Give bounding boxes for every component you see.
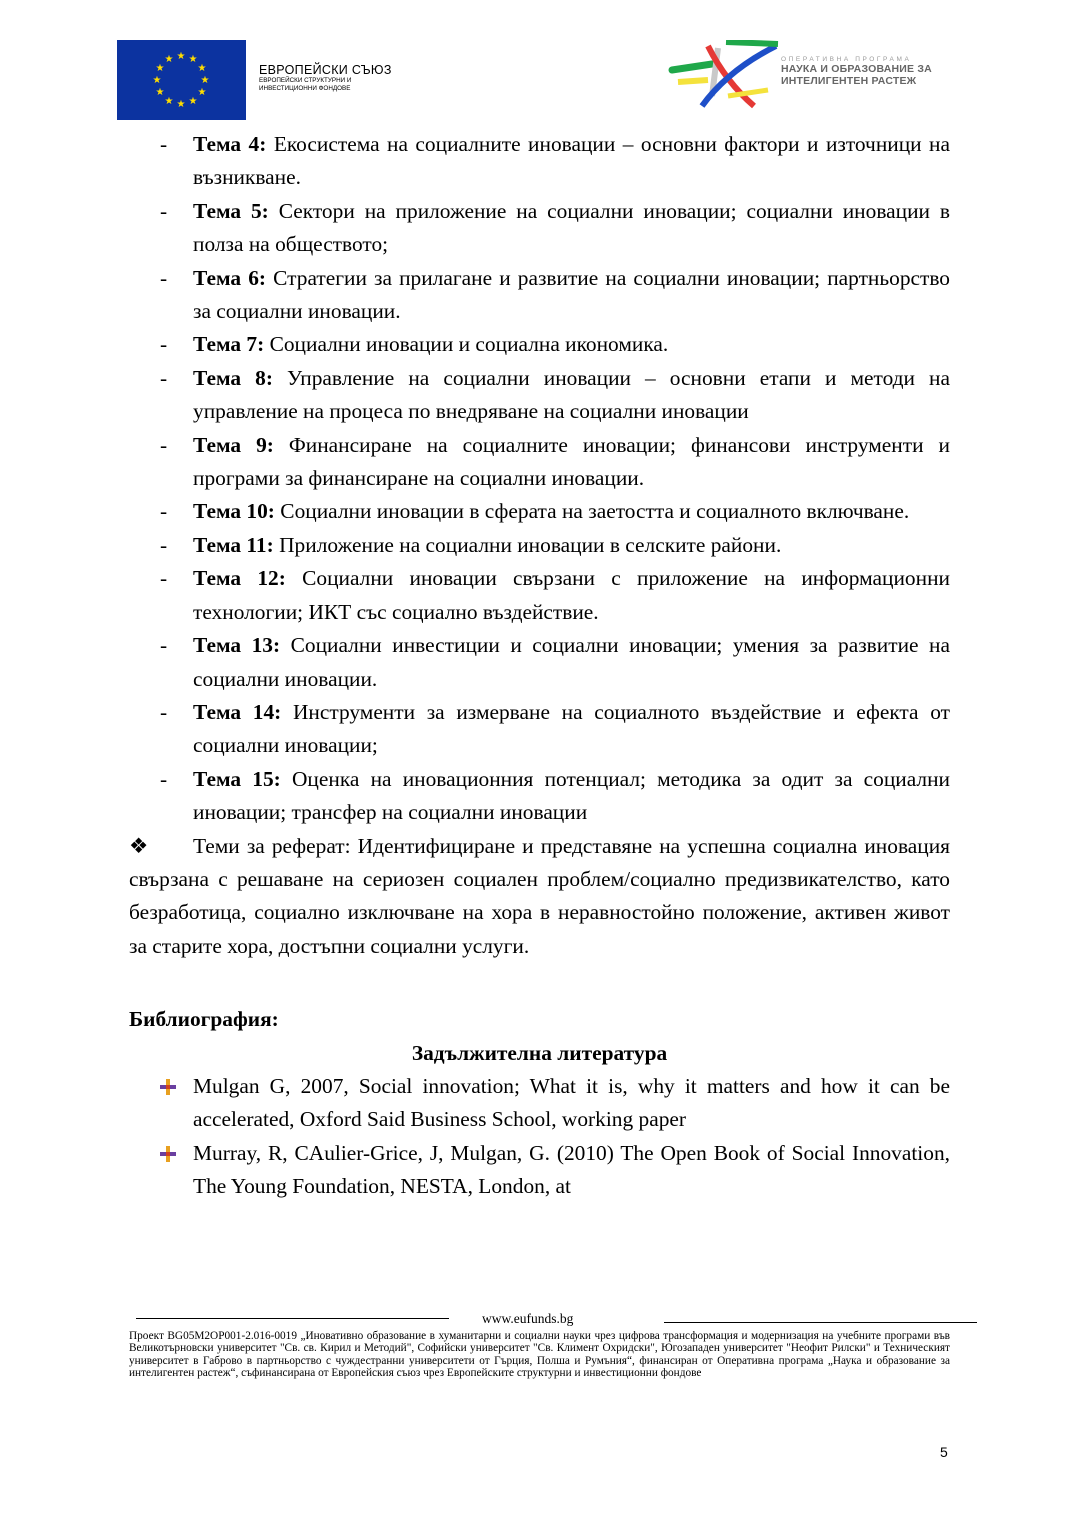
list-item	[129, 362, 950, 429]
bibliography-text: Murray, R, CAulier-Grice, J, Mulgan, G. (2010) The Open Book of Social Innovation, The Young Foundation, NESTA, London, at	[193, 1140, 950, 1199]
op-title-line-1: НАУКА И ОБРАЗОВАНИЕ ЗА	[781, 63, 932, 75]
footer-project-text: Проект BG05M2OP001-2.016-0019 „Иновативно образование в хуманитарни и социални науки чрез цифрова трансформация и модернизация на учебните програми във Великотърновски университет "Св. св. Кирил и Методий", Софийски университет "Св. Климент Охридски", Югозападен университет "Неофит Рилски" и Техническият университет в Габрово в партньорство с чуждестранни университети от Гърция, Полша и Румъния“, финансиран от Оперативна програма „Наука и образование за интелигентен растеж“, съфинансирана от Европейския съюз чрез Европейските структурни и инвестиционни фондове	[129, 1330, 950, 1379]
list-item	[129, 429, 950, 496]
list-item	[129, 495, 950, 528]
eu-stars-icon	[117, 40, 246, 120]
bibliography-heading: Библиография:	[129, 1007, 279, 1032]
svg-text:★: ★	[152, 75, 162, 86]
svg-text:★: ★	[200, 75, 210, 86]
svg-text:★: ★	[164, 54, 174, 65]
eu-flag-logo	[117, 40, 246, 120]
footer-divider-right	[664, 1322, 977, 1323]
list-item	[129, 128, 950, 195]
dash-marker: -	[160, 766, 168, 791]
list-item	[129, 195, 950, 262]
topic-label: Тема 15:	[193, 766, 281, 791]
list-item	[129, 562, 950, 629]
dash-marker: -	[160, 499, 168, 524]
svg-text:★: ★	[188, 54, 198, 65]
topic-text: Оценка на иновационния потенциал; методика за одит за социални иновации; трансфер на социални иновации	[193, 766, 950, 825]
dash-marker: -	[160, 532, 168, 557]
op-subtitle: ОПЕРАТИВНА ПРОГРАМА	[781, 56, 912, 63]
svg-text:★: ★	[188, 96, 198, 107]
topic-text: Екосистема на социалните иновации – основни фактори и източници на възникване.	[193, 132, 951, 190]
svg-text:★: ★	[155, 63, 165, 74]
topic-label: Тема 5:	[193, 198, 269, 223]
eu-logo-text	[259, 63, 392, 92]
topic-label: Тема 7:	[193, 332, 265, 357]
op-science-logo-icon	[668, 40, 788, 110]
dash-marker: -	[160, 566, 168, 591]
svg-text:★: ★	[155, 87, 165, 98]
topic-text: Приложение на социални иновации в селските райони.	[279, 532, 782, 557]
op-title-line-2: ИНТЕЛИГЕНТЕН РАСТЕЖ	[781, 74, 917, 87]
list-item	[129, 763, 950, 830]
plus-bullet-icon	[159, 1145, 177, 1163]
list-item	[129, 262, 950, 329]
topic-label: Тема 11:	[193, 532, 274, 557]
list-item	[129, 629, 950, 696]
topic-text: Социални иновации и социална икономика.	[269, 332, 669, 357]
topic-label: Тема 8:	[193, 365, 273, 390]
dash-marker: -	[160, 365, 168, 390]
diamond-bullet-icon: ❖	[129, 833, 149, 858]
dash-marker: -	[160, 132, 168, 156]
referat-text: Теми за реферат: Идентифициране и представяне на успешна социална иновация свързана с решаване на сериозен социален проблем/социално предизвикателство, като безработица, социално изключване на хора в неравностойно положение, активен живот за старите хора, достъпни социални услуги.	[129, 833, 950, 958]
bibliography-text: Mulgan G, 2007, Social innovation; What it is, why it matters and how it can be accelerated, Oxford Said Business School, working paper	[193, 1073, 950, 1132]
referat-paragraph	[129, 830, 950, 964]
op-logo-text	[781, 56, 932, 87]
topic-text: Стратегии за прилагане и развитие на социални иновации; партньорство за социални иновации.	[193, 265, 951, 324]
page-number: 5	[940, 1444, 948, 1460]
footer-divider-left	[136, 1318, 449, 1319]
dash-marker: -	[160, 332, 168, 357]
topic-label: Тема 13:	[193, 633, 281, 658]
topic-label: Тема 12:	[193, 566, 286, 591]
dash-marker: -	[160, 432, 168, 457]
svg-text:★: ★	[176, 99, 186, 110]
page-content	[129, 128, 950, 1204]
topic-text: Сектори на приложение на социални иновации; социални иновации в полза на обществото;	[193, 198, 950, 257]
topic-text: Социални инвестиции и социални иновации; умения за развитие на социални иновации.	[193, 633, 950, 691]
bibliography-item	[129, 1070, 950, 1137]
topic-label: Тема 4:	[193, 132, 267, 156]
eu-title: ЕВРОПЕЙСКИ СЪЮЗ	[259, 63, 392, 77]
dash-marker: -	[160, 198, 168, 223]
plus-bullet-icon	[159, 1078, 177, 1096]
topic-text: Управление на социални иновации – основни етапи и методи на управление на процеса по внедряване на социални иновации	[193, 365, 950, 424]
topic-text: Социални иновации свързани с приложение на информационни технологии; ИКТ със социално въздействие.	[193, 566, 950, 624]
svg-text:★: ★	[197, 63, 207, 74]
topic-list	[129, 128, 950, 830]
list-item	[129, 529, 950, 562]
list-item	[129, 328, 950, 361]
eu-subtitle-2: ИНВЕСТИЦИОННИ ФОНДОВЕ	[259, 84, 351, 92]
topic-text: Инструменти за измерване на социалното въздействие и ефекта от социални иновации;	[193, 699, 950, 758]
topic-text: Финансиране на социалните иновации; финансови инструменти и програми за финансиране на социални иновации.	[193, 432, 950, 491]
footer-url[interactable]: www.eufunds.bg	[482, 1311, 574, 1326]
list-item	[129, 696, 950, 763]
dash-marker: -	[160, 699, 168, 724]
topic-label: Тема 14:	[193, 699, 282, 724]
svg-text:★: ★	[164, 96, 174, 107]
topic-label: Тема 6:	[193, 265, 267, 290]
topic-label: Тема 10:	[193, 499, 275, 524]
svg-text:★: ★	[176, 51, 186, 62]
dash-marker: -	[160, 265, 168, 290]
topic-label: Тема 9:	[193, 432, 274, 457]
dash-marker: -	[160, 633, 168, 658]
svg-text:★: ★	[197, 87, 207, 98]
eu-subtitle-1: ЕВРОПЕЙСКИ СТРУКТУРНИ И	[259, 77, 352, 84]
bibliography-item	[129, 1137, 950, 1204]
required-literature-heading: Задължителна литература	[411, 1040, 668, 1065]
topic-text: Социални иновации в сферата на заетостта и социалното включване.	[280, 499, 910, 524]
